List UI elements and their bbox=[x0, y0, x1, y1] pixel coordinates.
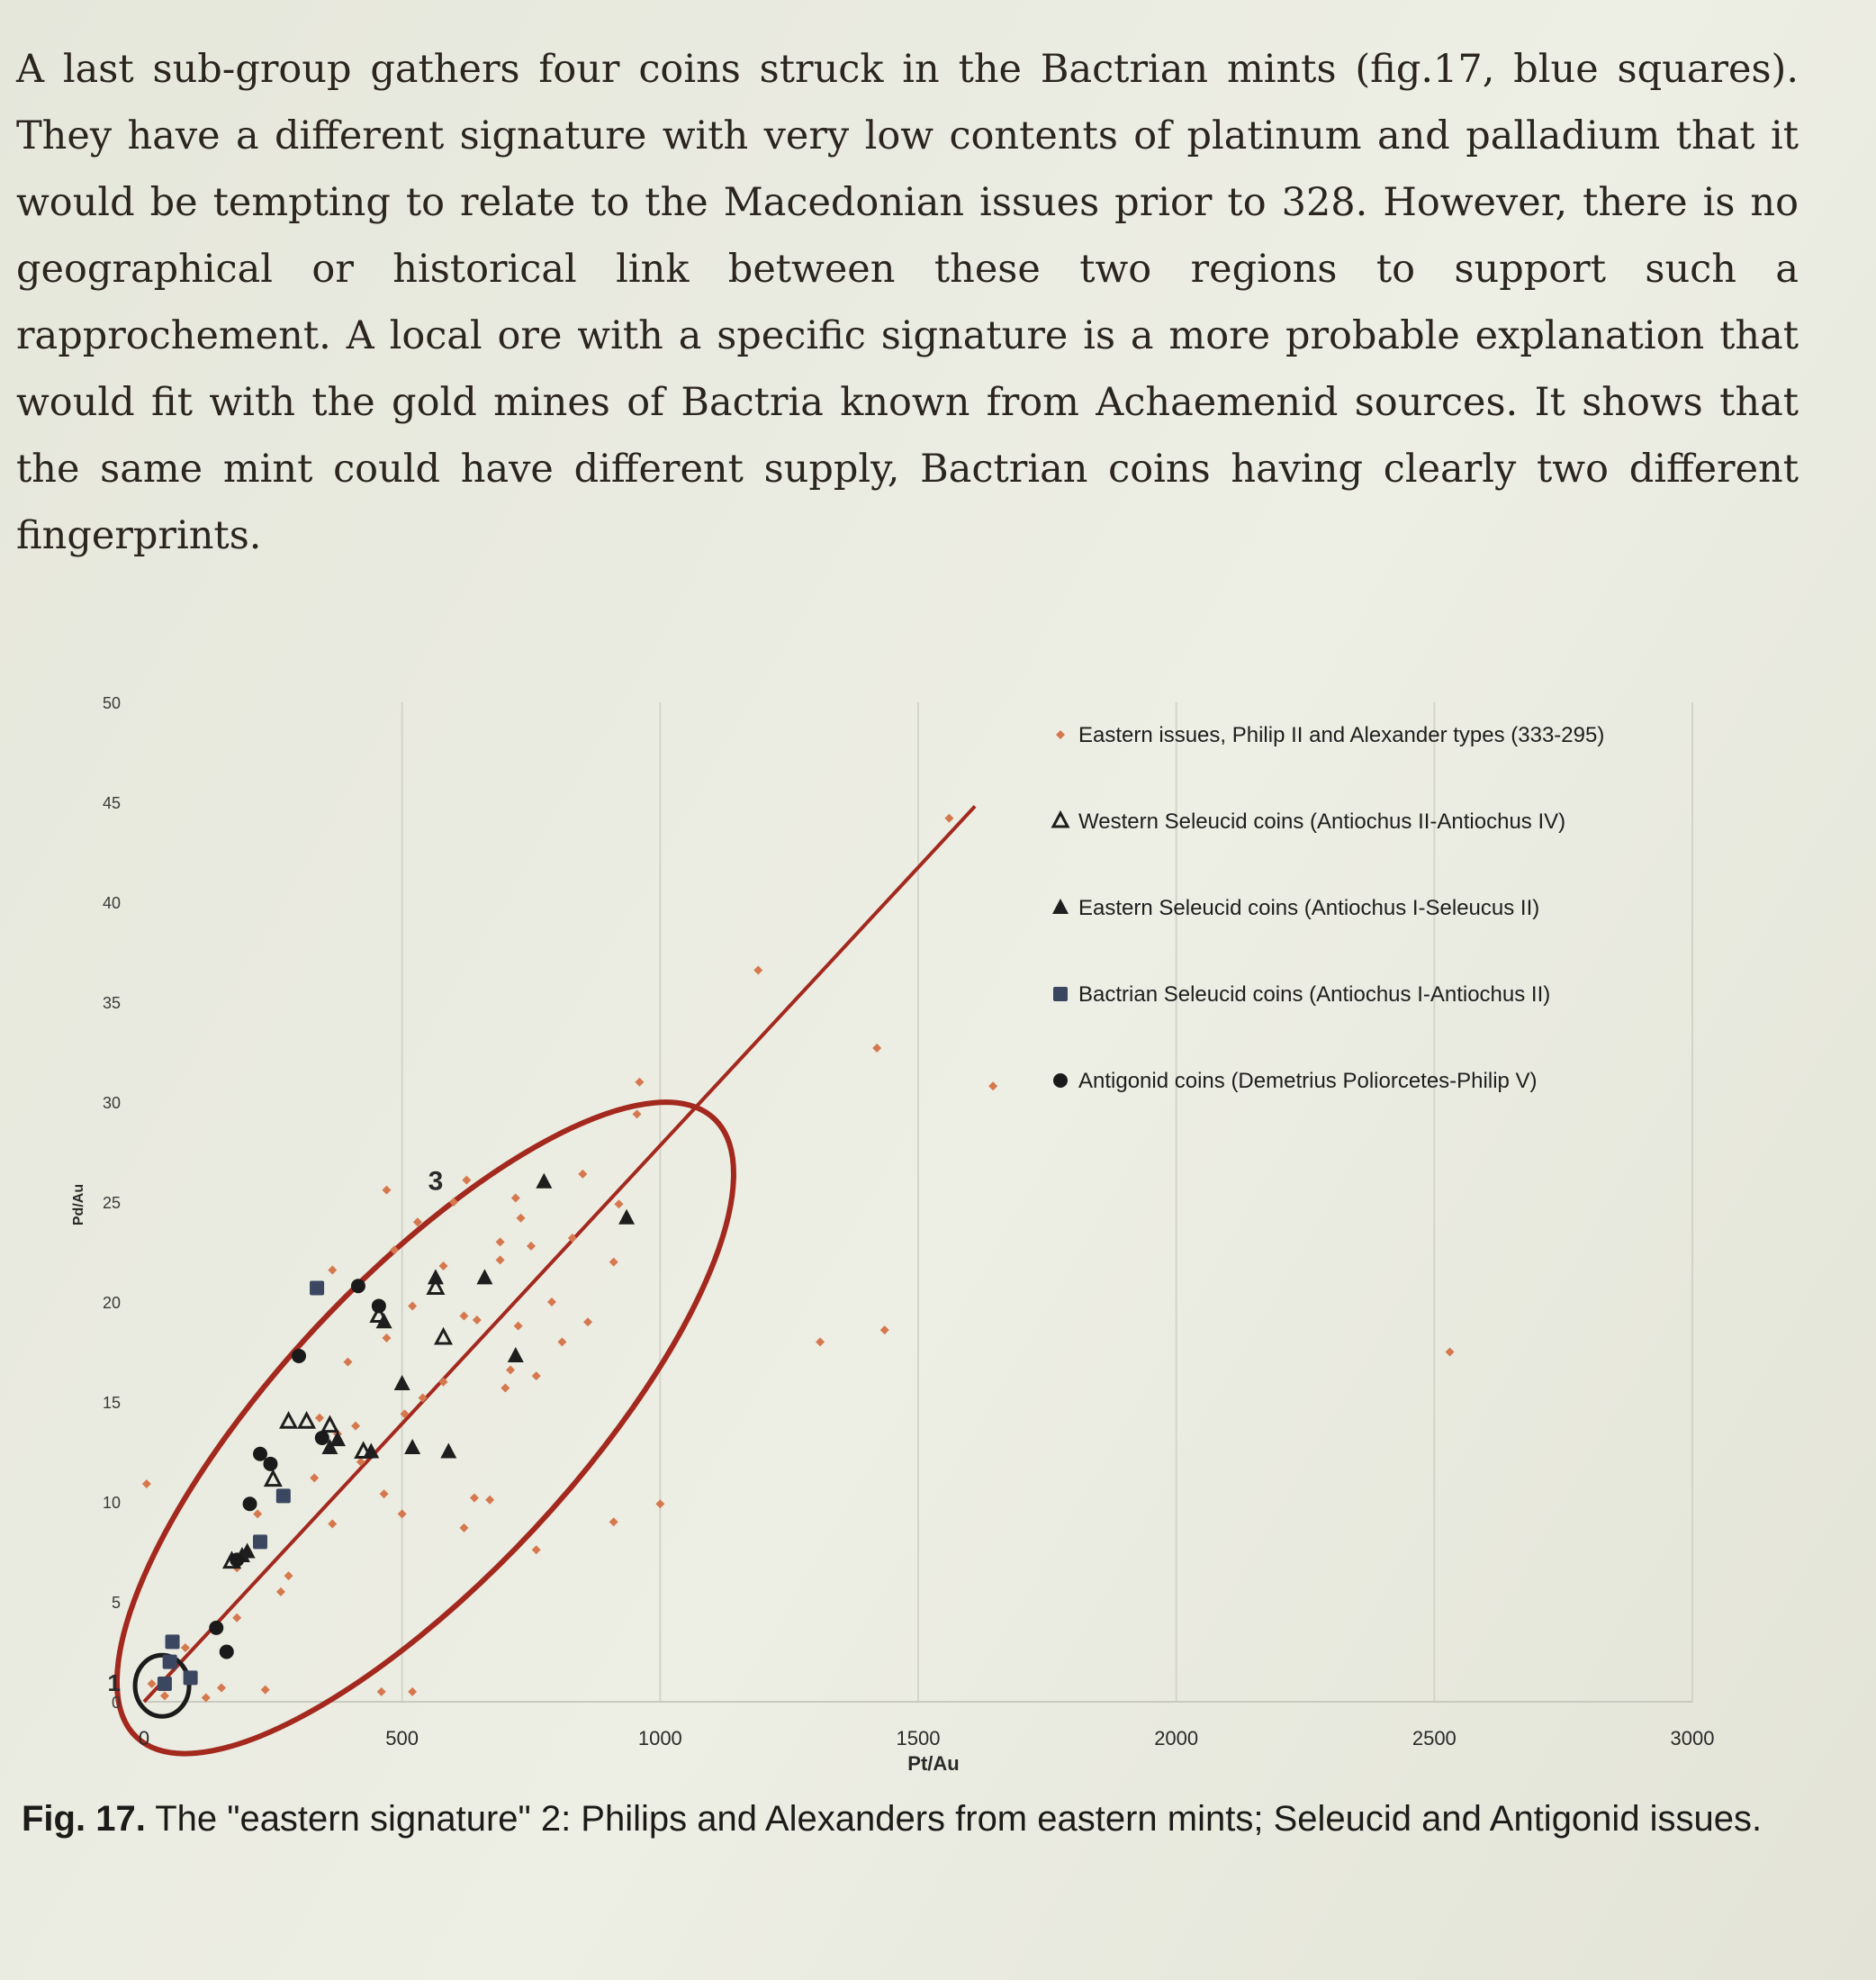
antigonid-point bbox=[209, 1621, 223, 1635]
eastern-seleucid-point bbox=[329, 1431, 346, 1446]
eastern-seleucid-point bbox=[394, 1375, 410, 1390]
eastern-issue-point bbox=[527, 1242, 536, 1251]
bactrian-seleucid-point bbox=[276, 1488, 291, 1503]
eastern-issue-point bbox=[880, 1325, 889, 1334]
eastern-issue-point bbox=[398, 1509, 407, 1518]
eastern-issue-point bbox=[655, 1499, 664, 1508]
eastern-issue-point bbox=[276, 1587, 285, 1596]
antigonid-point bbox=[220, 1645, 234, 1659]
eastern-issue-point bbox=[328, 1265, 337, 1274]
chart-annotations bbox=[28, 1017, 822, 1774]
eastern-issue-point bbox=[148, 1679, 157, 1688]
caption-text: The "eastern signature" 2: Philips and Alexanders from eastern mints; Seleucid and Antigonid issues. bbox=[155, 1799, 1763, 1839]
chart-trend bbox=[144, 806, 975, 1702]
eastern-issue-point bbox=[944, 814, 953, 823]
eastern-seleucid-point bbox=[440, 1443, 456, 1459]
eastern-issue-point bbox=[517, 1214, 526, 1223]
chart-tick-labels bbox=[103, 694, 1715, 1749]
eastern-seleucid-point bbox=[508, 1347, 524, 1362]
eastern-issue-point bbox=[142, 1479, 151, 1488]
legend-entry: Eastern Seleucid coins (Antiochus I-Seleucus II) bbox=[1078, 896, 1540, 920]
eastern-issue-point bbox=[547, 1297, 556, 1306]
y-tick-label: 20 bbox=[102, 1294, 121, 1312]
x-tick-label: 0 bbox=[138, 1727, 150, 1749]
y-tick-label: 15 bbox=[102, 1394, 121, 1412]
x-tick-label: 2000 bbox=[1154, 1727, 1199, 1749]
eastern-issue-point bbox=[439, 1261, 448, 1270]
western-seleucid-point bbox=[322, 1418, 337, 1432]
eastern-issue-point bbox=[816, 1337, 825, 1346]
antigonid-point bbox=[315, 1431, 329, 1445]
y-tick-label: 40 bbox=[102, 894, 121, 912]
eastern-issue-point bbox=[633, 1109, 642, 1118]
y-tick-label: 30 bbox=[102, 1094, 121, 1112]
eastern-seleucid-legend-symbol bbox=[1052, 899, 1069, 914]
western-legend-symbol bbox=[1053, 813, 1068, 827]
eastern-issue-point bbox=[408, 1687, 417, 1696]
trend-line bbox=[144, 806, 975, 1702]
western-seleucid-point bbox=[300, 1414, 314, 1427]
antigonid-point bbox=[263, 1457, 277, 1471]
legend-entry: Eastern issues, Philip II and Alexander types (333-295) bbox=[1078, 723, 1605, 747]
eastern-issue-point bbox=[614, 1199, 623, 1208]
chart-gridlines bbox=[402, 702, 1692, 1702]
y-tick-label: 50 bbox=[102, 694, 121, 712]
eastern-seleucid-point bbox=[404, 1439, 420, 1454]
chart-axis-labels bbox=[71, 1184, 960, 1774]
eastern-legend-symbol bbox=[1056, 730, 1065, 739]
y-tick-label: 45 bbox=[102, 794, 121, 812]
y-tick-label: 10 bbox=[102, 1494, 121, 1512]
eastern-issue-point bbox=[609, 1258, 618, 1267]
eastern-seleucid-point bbox=[536, 1173, 552, 1189]
legend-entry: Bactrian Seleucid coins (Antiochus I-Antiochus II) bbox=[1078, 982, 1551, 1007]
eastern-issue-point bbox=[462, 1176, 471, 1185]
bactrian-seleucid-point bbox=[184, 1670, 198, 1685]
eastern-issue-point bbox=[609, 1517, 618, 1526]
antigonid-point bbox=[292, 1349, 306, 1363]
eastern-issue-point bbox=[261, 1686, 270, 1695]
eastern-issue-point bbox=[501, 1383, 510, 1392]
chart-points bbox=[142, 814, 1455, 1703]
x-axis-label: Pt/Au bbox=[907, 1752, 960, 1774]
antigonid-point bbox=[372, 1298, 386, 1313]
antigonid-point bbox=[351, 1279, 365, 1293]
eastern-issue-point bbox=[160, 1691, 169, 1700]
eastern-issue-point bbox=[496, 1255, 505, 1264]
antigonid-point bbox=[253, 1447, 267, 1461]
eastern-issue-point bbox=[232, 1614, 241, 1623]
y-tick-label: 5 bbox=[111, 1594, 121, 1612]
eastern-issue-point bbox=[315, 1414, 324, 1423]
x-tick-label: 2500 bbox=[1412, 1727, 1457, 1749]
eastern-seleucid-point bbox=[618, 1209, 635, 1225]
eastern-issue-point bbox=[473, 1315, 482, 1325]
eastern-issue-point bbox=[514, 1322, 523, 1331]
western-seleucid-point bbox=[266, 1472, 280, 1486]
eastern-issue-point bbox=[635, 1078, 644, 1087]
eastern-issue-point bbox=[217, 1683, 226, 1692]
body-paragraph: A last sub-group gathers four coins struck in the Bactrian mints (fig.17, blue squares). They have a different signature with very low contents of platinum and palladium that it would be tempting to relate to the Macedonian issues prior to 328. However, there is no geographical or historical link between these two regions to support such a rapprochement. A local ore with a specific signature is a more probable explanation that would fit with the gold mines of Bactria known from Achaemenid sources. It shows that the same mint could have different supply, Bactrian coins having clearly two different fingerprints. bbox=[16, 47, 1799, 558]
eastern-issue-point bbox=[988, 1081, 997, 1090]
x-tick-label: 500 bbox=[385, 1727, 419, 1749]
eastern-issue-point bbox=[328, 1519, 337, 1528]
bactrian-legend-symbol bbox=[1053, 987, 1068, 1001]
eastern-issue-point bbox=[380, 1489, 389, 1498]
figure-caption bbox=[22, 1794, 1813, 1844]
eastern-issue-point bbox=[1446, 1348, 1455, 1357]
scatter-chart bbox=[0, 666, 1876, 1774]
eastern-issue-point bbox=[408, 1301, 417, 1310]
legend-entry: Antigonid coins (Demetrius Poliorcetes-Philip V) bbox=[1078, 1069, 1538, 1093]
eastern-issue-point bbox=[459, 1523, 468, 1532]
eastern-issue-point bbox=[532, 1371, 541, 1380]
western-seleucid-point bbox=[282, 1414, 296, 1427]
eastern-issue-point bbox=[377, 1687, 386, 1696]
y-axis-label: Pd/Au bbox=[71, 1183, 86, 1226]
eastern-issue-point bbox=[485, 1496, 494, 1505]
eastern-issue-point bbox=[557, 1337, 566, 1346]
annotation-label: 3 bbox=[428, 1166, 444, 1197]
eastern-issue-point bbox=[284, 1571, 293, 1580]
x-tick-label: 1500 bbox=[896, 1727, 941, 1749]
bactrian-seleucid-point bbox=[158, 1677, 172, 1691]
bactrian-seleucid-point bbox=[163, 1655, 177, 1669]
eastern-issue-point bbox=[872, 1044, 881, 1053]
bactrian-seleucid-point bbox=[253, 1534, 267, 1549]
eastern-issue-point bbox=[351, 1422, 360, 1431]
caption-label: Fig. 17. bbox=[22, 1799, 146, 1839]
eastern-issue-point bbox=[753, 965, 762, 974]
bactrian-seleucid-point bbox=[310, 1280, 324, 1295]
chart-legend bbox=[1052, 723, 1604, 1093]
antigonid-legend-symbol bbox=[1053, 1073, 1068, 1088]
y-extra-label: 1 bbox=[107, 1668, 121, 1696]
eastern-issue-point bbox=[470, 1494, 479, 1503]
antigonid-point bbox=[230, 1552, 244, 1567]
x-tick-label: 3000 bbox=[1670, 1727, 1715, 1749]
eastern-issue-point bbox=[181, 1643, 190, 1652]
eastern-issue-point bbox=[532, 1545, 541, 1554]
western-seleucid-point bbox=[437, 1330, 451, 1343]
y-tick-label: 25 bbox=[102, 1194, 121, 1212]
eastern-issue-point bbox=[496, 1237, 505, 1246]
antigonid-point bbox=[243, 1496, 257, 1511]
eastern-issue-point bbox=[310, 1473, 319, 1482]
eastern-issue-point bbox=[506, 1365, 515, 1374]
eastern-issue-point bbox=[382, 1334, 391, 1343]
eastern-issue-point bbox=[459, 1312, 468, 1321]
eastern-issue-point bbox=[583, 1317, 592, 1326]
eastern-issue-point bbox=[511, 1194, 520, 1203]
x-tick-label: 1000 bbox=[637, 1727, 682, 1749]
eastern-issue-point bbox=[382, 1186, 391, 1195]
eastern-issue-point bbox=[253, 1509, 262, 1518]
legend-entry: Western Seleucid coins (Antiochus II-Antiochus IV) bbox=[1078, 809, 1566, 834]
bactrian-seleucid-point bbox=[166, 1634, 180, 1649]
eastern-issue-point bbox=[578, 1170, 587, 1179]
eastern-seleucid-point bbox=[428, 1269, 444, 1284]
y-tick-label: 35 bbox=[102, 994, 121, 1012]
eastern-issue-point bbox=[343, 1358, 352, 1367]
y-tick-label: 0 bbox=[111, 1694, 121, 1712]
eastern-issue-point bbox=[419, 1394, 428, 1403]
eastern-seleucid-point bbox=[476, 1269, 492, 1284]
